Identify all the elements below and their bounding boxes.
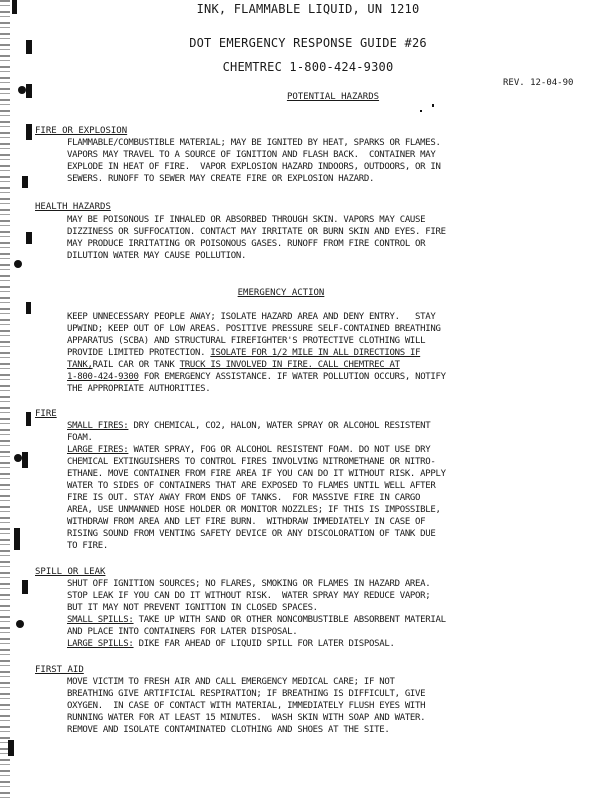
binder-mark <box>26 232 32 244</box>
first-aid-heading: FIRST AID <box>35 665 84 675</box>
fire-text: SMALL FIRES: DRY CHEMICAL, CO2, HALON, WATER SPRAY OR ALCOHOL RESISTENT FOAM. LARGE FIRES: WATER SPRAY, FOG OR ALCOHOL RESISTENT FOAM. DO NOT USE DRY CHEMICAL EXTINGUISHERS TO CONTROL FIRES INVOLVING NITROMETHANE OR NITRO- ETHANE. MOVE CONTAINER FROM FIRE AREA IF YOU CAN DO IT WITHOUT RISK. APPLY WATER TO SIDES OF CONTAINERS THAT ARE EXPOSED TO FLAMES UNTIL WELL AFTER FIRE IS OUT. STAY AWAY FROM ENDS OF TANKS. FOR MASSIVE FIRE IN CARGO AREA, USE UNMANNED HOSE HOLDER OR MONITOR NOZZLES; IF THIS IS IMPOSSIBLE, WITHDRAW FROM AREA AND LET FIRE BURN. WITHDRAW IMMEDIATELY IN CASE OF RISING SOUND FROM VENTING SAFETY DEVICE OR ANY DISCOLORATION OF TANK DUE TO FIRE. <box>67 421 446 551</box>
binder-mark <box>8 740 14 756</box>
speck <box>432 104 434 107</box>
binder-mark <box>22 580 28 594</box>
binder-mark <box>26 412 31 426</box>
scan-edge <box>0 0 10 800</box>
binder-mark <box>22 452 28 468</box>
emergency-action-heading: EMERGENCY ACTION <box>237 288 325 298</box>
fire-explosion-heading: FIRE OR EXPLOSION <box>35 126 128 136</box>
health-hazards-text: MAY BE POISONOUS IF INHALED OR ABSORBED THROUGH SKIN. VAPORS MAY CAUSE DIZZINESS OR SUFFOCATION. CONTACT MAY IRRITATE OR BURN SKIN AND EYES. FIRE MAY PRODUCE IRRITATING OR POISONOUS GASES. RUNOFF FROM FIRE CONTROL OR DILUTION WATER MAY CAUSE POLLUTION. <box>67 215 446 261</box>
binder-hole <box>14 260 22 268</box>
binder-mark <box>26 302 31 314</box>
emergency-action-text: KEEP UNNECESSARY PEOPLE AWAY; ISOLATE HAZARD AREA AND DENY ENTRY. STAY UPWIND; KEEP OUT OF LOW AREAS. POSITIVE PRESSURE SELF-CONTAINED BREATHING APPARATUS (SCBA) AND STRUCTURAL FIREFIGHTER'S PROTECTIVE CLOTHING WILL PROVIDE LIMITED PROTECTION. ISOLATE FOR 1/2 MILE IN ALL DIRECTIONS IF TANK,RAIL CAR OR TANK TRUCK IS INVOLVED IN FIRE. CALL CHEMTREC AT 1-800-424-9300 FOR EMERGENCY ASSISTANCE. IF WATER POLLUTION OCCURS, NOTIFY THE APPROPRIATE AUTHORITIES. <box>67 312 446 394</box>
fire-heading: FIRE <box>35 409 57 419</box>
first-aid-text: MOVE VICTIM TO FRESH AIR AND CALL EMERGENCY MEDICAL CARE; IF NOT BREATHING GIVE ARTIFICIAL RESPIRATION; IF BREATHING IS DIFFICULT, GIVE OXYGEN. IN CASE OF CONTACT WITH MATERIAL, IMMEDIATELY FLUSH EYES WITH RUNNING WATER FOR AT LEAST 15 MINUTES. WASH SKIN WITH SOAP AND WATER. REMOVE AND ISOLATE CONTAMINATED CLOTHING AND SHOES AT THE SITE. <box>67 677 426 735</box>
chemtrec-phone: CHEMTREC 1-800-424-9300 <box>222 60 394 74</box>
binder-mark <box>22 176 28 188</box>
revision-date: REV. 12-04-90 <box>503 78 574 88</box>
potential-hazards-heading: POTENTIAL HAZARDS <box>286 92 380 102</box>
health-hazards-heading: HEALTH HAZARDS <box>35 202 111 212</box>
guide-number: DOT EMERGENCY RESPONSE GUIDE #26 <box>189 36 427 50</box>
binder-mark <box>14 528 20 550</box>
speck <box>420 110 422 112</box>
fire-explosion-text: FLAMMABLE/COMBUSTIBLE MATERIAL; MAY BE IGNITED BY HEAT, SPARKS OR FLAMES. VAPORS MAY TRAVEL TO A SOURCE OF IGNITION AND FLASH BACK. CONTAINER MAY EXPLODE IN HEAT OF FIRE. VAPOR EXPLOSION HAZARD INDOORS, OUTDOORS, OR IN SEWERS. RUNOFF TO SEWER MAY CREATE FIRE OR EXPLOSION HAZARD. <box>67 138 441 184</box>
spill-leak-text: SHUT OFF IGNITION SOURCES; NO FLARES, SMOKING OR FLAMES IN HAZARD AREA. STOP LEAK IF YOU CAN DO IT WITHOUT RISK. WATER SPRAY MAY REDUCE VAPOR; BUT IT MAY NOT PREVENT IGNITION IN CLOSED SPACES. SMALL SPILLS: TAKE UP WITH SAND OR OTHER NONCOMBUSTIBLE ABSORBENT MATERIAL AND PLACE INTO CONTAINERS FOR LATER DISPOSAL. LARGE SPILLS: DIKE FAR AHEAD OF LIQUID SPILL FOR LATER DISPOSAL. <box>67 579 446 649</box>
binder-hole <box>16 620 24 628</box>
spill-leak-heading: SPILL OR LEAK <box>35 567 106 577</box>
document-title: INK, FLAMMABLE LIQUID, UN 1210 <box>196 2 420 16</box>
binder-mark <box>26 124 32 140</box>
binder-hole <box>14 454 22 462</box>
